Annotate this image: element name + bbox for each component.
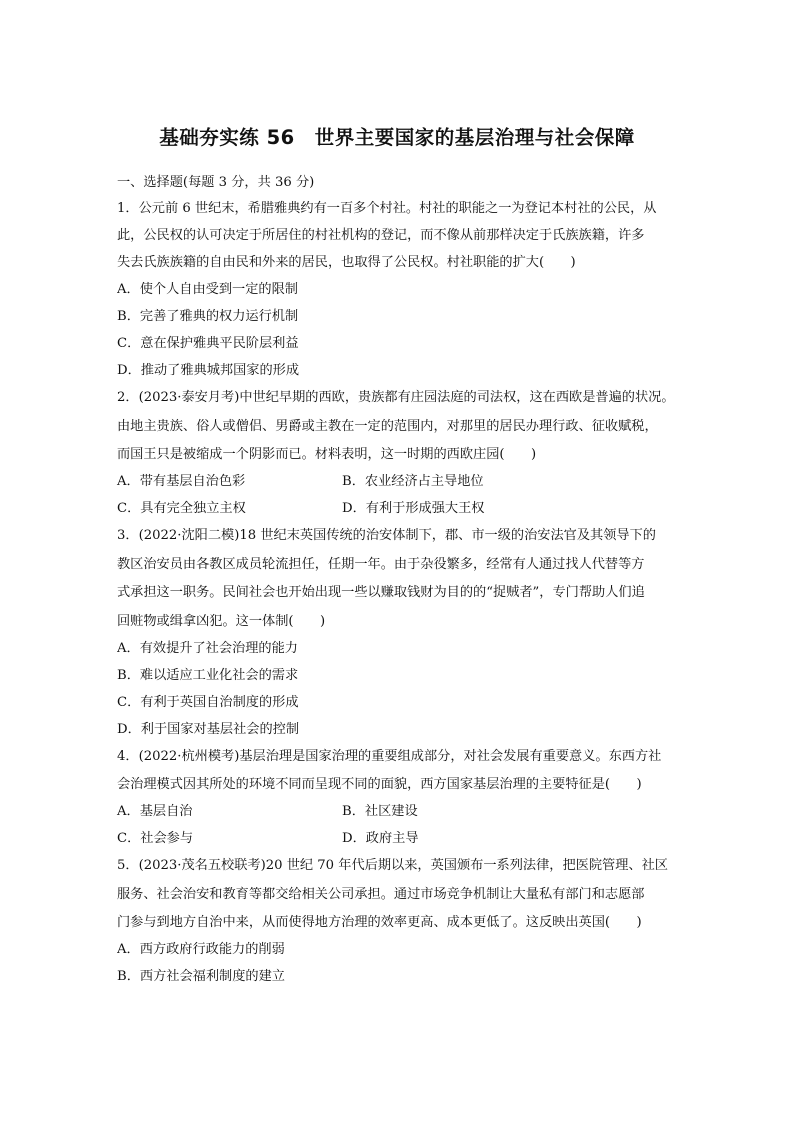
option-a: A．有效提升了社会治理的能力 (117, 640, 298, 656)
option-a: A．使个人自由受到一定的限制 (117, 282, 298, 297)
option-d: D．推动了雅典城邦国家的形成 (117, 363, 300, 378)
option-row (117, 469, 677, 496)
option-b: B．社区建设 (342, 804, 418, 819)
question-text-line: 会治理模式因其所处的环境不同而呈现不同的面貌，西方国家基层治理的主要特征是( ) (117, 777, 642, 792)
option-d: D．利于国家对基层社会的控制 (117, 721, 300, 737)
page-title: 基础夯实练 56 世界主要国家的基层治理与社会保障 (159, 126, 635, 149)
option-row (117, 826, 677, 853)
option-c: C．具有完全独立主权 (117, 501, 246, 516)
question-text-line: 式承担这一职务。民间社会也开始出现一些以赚取钱财为目的的“捉贼者”，专门帮助人们追 (117, 585, 645, 600)
option-d: D．政府主导 (342, 831, 419, 846)
question-text-line: 由地主贵族、俗人或僧侣、男爵或主教在一定的范围内，对那里的居民办理行政、征收赋税， (117, 418, 658, 434)
question-3 (117, 523, 677, 744)
question-text-line: 回赃物或缉拿凶犯。这一体制( ) (117, 613, 326, 629)
option-b: B．难以适应工业化社会的需求 (117, 667, 299, 683)
option-c: C．意在保护雅典平民阶层利益 (117, 336, 299, 351)
option-b: B．西方社会福利制度的建立 (117, 969, 285, 984)
option-a: A．基层自治 (117, 804, 193, 819)
option-c: C．有利于英国自治制度的形成 (117, 694, 299, 710)
question-2 (117, 385, 677, 523)
question-text-line: 而国王只是被缩成一个阴影而已。材料表明，这一时期的西欧庄园( ) (117, 447, 537, 462)
document-body (117, 170, 677, 991)
option-c: C．社会参与 (117, 831, 194, 846)
question-text-line: 3．(2022·沈阳二模)18 世纪末英国传统的治安体制下，郡、市一级的治安法官及其领导下的 (117, 528, 656, 543)
question-1 (117, 196, 677, 385)
option-row (117, 799, 677, 826)
question-text-line: 失去氏族族籍的自由民和外来的居民，也取得了公民权。村社职能的扩大( ) (117, 255, 576, 270)
option-b: B．完善了雅典的权力运行机制 (117, 309, 299, 324)
question-text-line: 此，公民权的认可决定于所居住的村社机构的登记，而不像从前那样决定于氏族族籍，许多 (117, 228, 645, 243)
question-text-line: 教区治安员由各教区成员轮流担任，任期一年。由于杂役繁多，经常有人通过找人代替等方 (117, 556, 645, 572)
section-header: 一、选择题(每题 3 分，共 36 分) (117, 175, 315, 190)
question-text-line: 4．(2022·杭州模考)基层治理是国家治理的重要组成部分，对社会发展有重要意义。东西方社 (117, 748, 662, 764)
question-text-line: 2．(2023·泰安月考)中世纪早期的西欧，贵族都有庄园法庭的司法权，这在西欧是普遍的状况。 (117, 390, 675, 405)
question-text-line: 5．(2023·茂名五校联考)20 世纪 70 年代后期以来，英国颁布一系列法律，把医院管理、社区 (117, 858, 668, 873)
question-5 (117, 853, 677, 991)
option-row (117, 496, 677, 523)
option-a: A．西方政府行政能力的削弱 (117, 942, 285, 957)
question-text-line: 门参与到地方自治中来，从而使得地方治理的效率更高、成本更低了。这反映出英国( ) (117, 915, 642, 930)
option-a: A．带有基层自治色彩 (117, 474, 246, 489)
option-d: D．有利于形成强大王权 (342, 501, 485, 516)
question-4 (117, 744, 677, 854)
question-text-line: 1．公元前 6 世纪末，希腊雅典约有一百多个村社。村社的职能之一为登记本村社的公民，从 (117, 201, 657, 216)
question-text-line: 服务、社会治安和教育等都交给相关公司承担。通过市场竞争机制让大量私有部门和志愿部 (117, 886, 645, 902)
option-b: B．农业经济占主导地位 (342, 474, 484, 489)
